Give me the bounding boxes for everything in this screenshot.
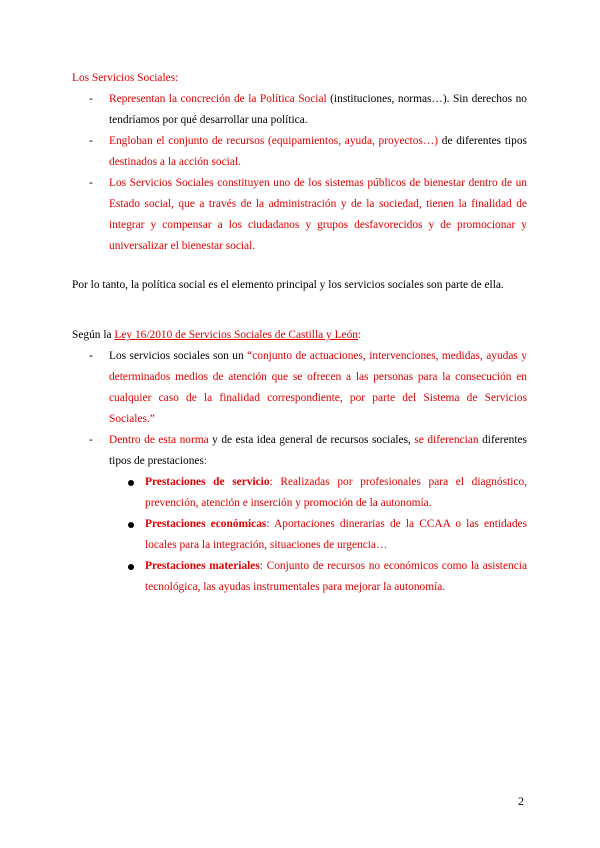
prestacion-item	[72, 514, 527, 556]
section-title-servicios-sociales: Los Servicios Sociales:	[72, 72, 179, 84]
bullet-icon	[128, 564, 134, 570]
prestacion-desc: : Conjunto de recursos no económicos como la asistencia tecnológica, las ayudas instrumentales para mejorar la autonomía.	[145, 560, 527, 593]
definition-quote: “conjunto de actuaciones, intervenciones, medidas, ayudas y determinados medios de atención que se ofrecen a las personas para la consecución en cualquier caso de la finalidad correspondiente, por parte del Sistema de Servicios Sociales.”	[109, 350, 527, 425]
law-list	[72, 346, 527, 472]
item-red-text: se diferencian	[414, 434, 479, 446]
item-black-text: Los servicios sociales son un	[109, 350, 248, 362]
item-red-text: Engloban el conjunto de recursos (equipamientos, ayuda, proyectos…)	[109, 135, 439, 147]
prestacion-desc: : Realizadas por profesionales para el diagnóstico, prevención, atención e inserción y promoción de la autonomía.	[145, 476, 527, 509]
item-black-text: (instituciones, normas…). Sin derechos no tendríamos por qué desarrollar una política.	[109, 93, 528, 126]
conclusion-paragraph: Por lo tanto, la política social es el elemento principal y los servicios sociales son parte de ella.	[72, 279, 504, 291]
item-black-text: de diferentes tipos	[438, 135, 527, 147]
list-item	[72, 346, 527, 430]
item-black-text: diferentes tipos de prestaciones	[109, 434, 527, 467]
bullet-icon	[128, 480, 134, 486]
item-red-text: Representan la concreción de la Política Social	[109, 93, 327, 105]
prestacion-desc: : Aportaciones dinerarias de la CCAA o las entidades locales para la integración, situaciones de urgencia…	[145, 518, 527, 551]
item-red-text: :	[203, 455, 208, 467]
intro-text: Según la	[72, 329, 115, 341]
servicios-sociales-list	[72, 89, 527, 257]
list-item	[72, 430, 527, 472]
item-red-text: Los Servicios Sociales constituyen uno de los sistemas públicos de bienestar dentro de un Estado social, que a través de la administración y de la sociedad, tienen la finalidad de integrar y compensar a los ciudadanos y grupos desfavorecidos y de promocionar y universalizar el bienestar social.	[109, 177, 527, 252]
law-intro	[72, 325, 527, 346]
list-item	[72, 173, 527, 257]
list-item	[72, 89, 527, 131]
item-red-text: Dentro de esta norma	[109, 434, 209, 446]
bullet-icon	[128, 522, 134, 528]
document-page	[72, 64, 527, 598]
list-item	[72, 131, 527, 173]
intro-colon: :	[358, 329, 362, 341]
item-black-text: y de esta idea general de recursos sociales,	[208, 434, 415, 446]
law-link[interactable]: Ley 16/2010 de Servicios Sociales de Castilla y León	[114, 329, 358, 341]
prestacion-item	[72, 472, 527, 514]
prestacion-item	[72, 556, 527, 598]
prestacion-name: Prestaciones económicas	[145, 518, 267, 530]
prestaciones-list	[72, 472, 527, 598]
prestacion-name: Prestaciones materiales	[145, 560, 260, 572]
page-number: 2	[518, 794, 524, 808]
item-red-text: destinados a la acción social.	[109, 156, 241, 168]
prestacion-name: Prestaciones de servicio	[145, 476, 270, 488]
